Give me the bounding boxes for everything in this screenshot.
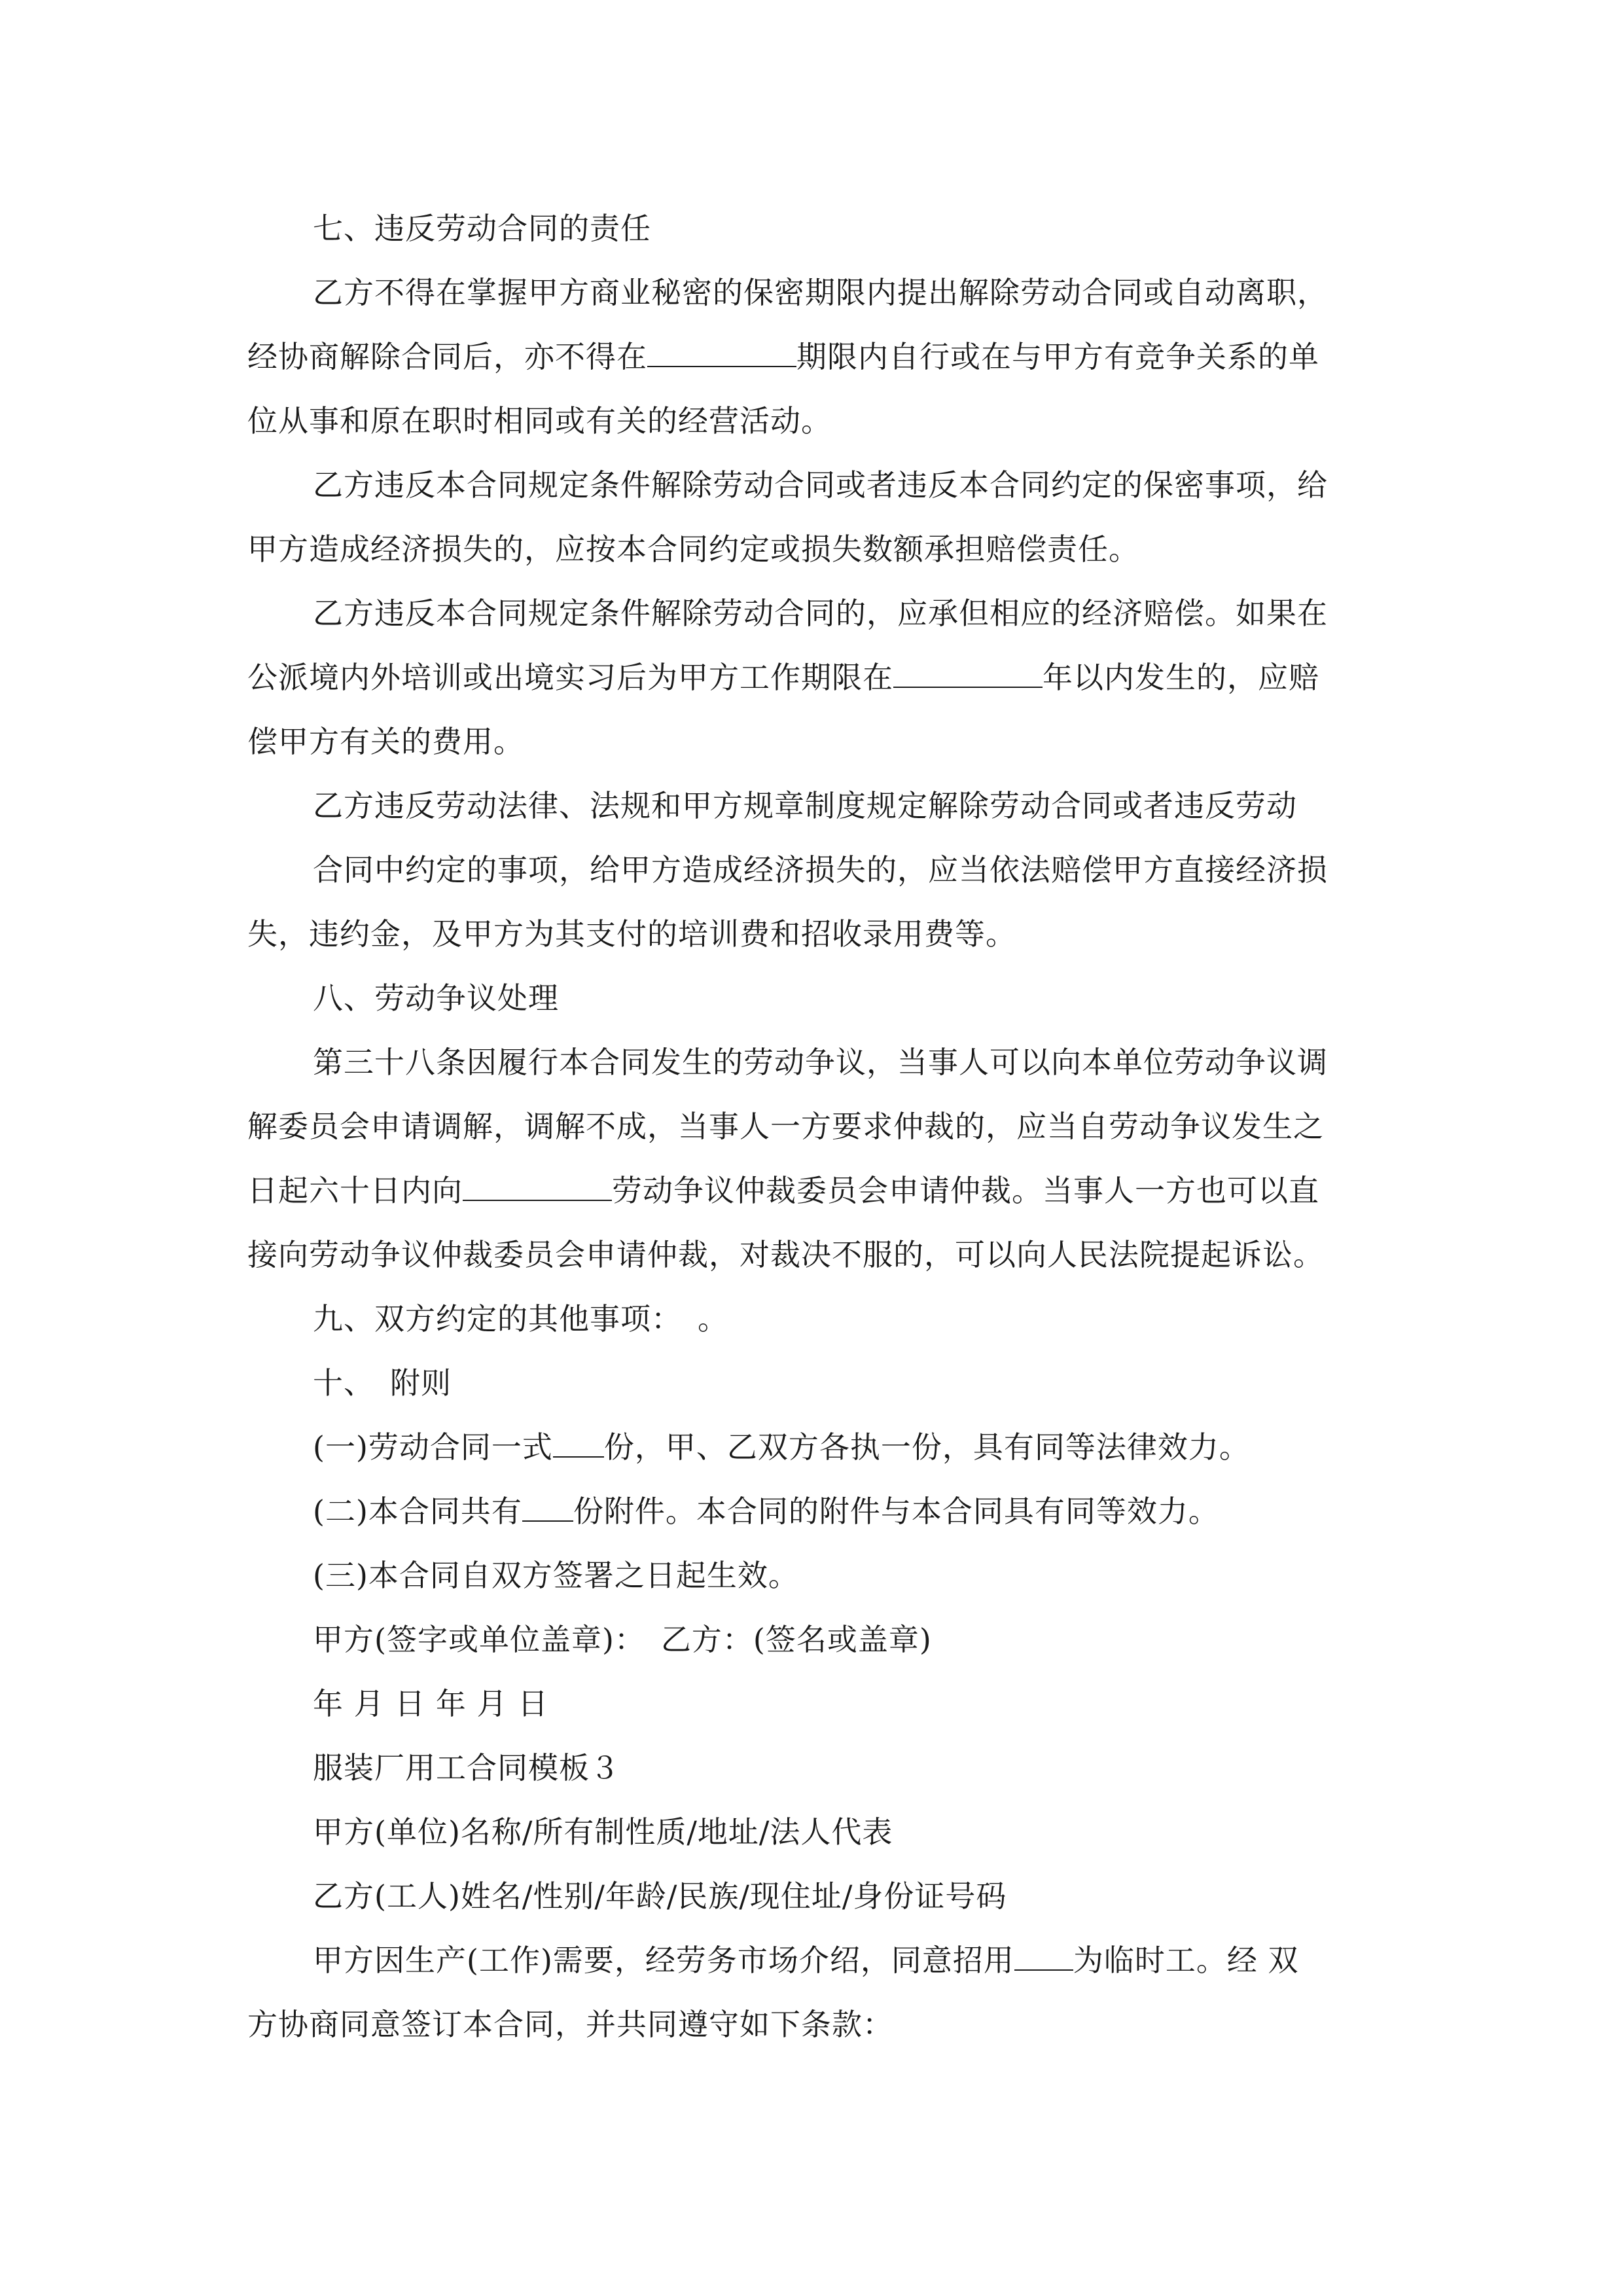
paragraph-line: 偿甲方有关的费用。 xyxy=(247,724,524,759)
list-item: (二)本合同共有 份附件。本合同的附件与本合同具有同等效力。 xyxy=(313,1494,1219,1529)
signature-line: 甲方(签字或单位盖章)： 乙方：(签名或盖章) xyxy=(313,1622,932,1657)
fill-in-blank xyxy=(647,340,796,367)
list-item: (三)本合同自双方签署之日起生效。 xyxy=(313,1558,799,1593)
party-b-line: 乙方(工人)姓名/性别/年龄/民族/现住址/身份证号码 xyxy=(313,1878,1007,1914)
paragraph-line: 乙方违反本合同规定条件解除劳动合同或者违反本合同约定的保密事项，给 xyxy=(313,467,1328,503)
template-title: 服装厂用工合同模板３ xyxy=(313,1750,620,1785)
paragraph-line: 合同中约定的事项，给甲方造成经济损失的，应当依法赔偿甲方直接经济损 xyxy=(313,852,1328,888)
section-7-heading: 七、违反劳动合同的责任 xyxy=(313,211,651,246)
paragraph-line: 第三十八条因履行本合同发生的劳动争议，当事人可以向本单位劳动争议调 xyxy=(313,1045,1328,1080)
paragraph-line: 公派境内外培训或出境实习后为甲方工作期限在 年以内发生的，应赔 xyxy=(247,660,1319,695)
paragraph-line: 乙方不得在掌握甲方商业秘密的保密期限内提出解除劳动合同或自动离职， xyxy=(313,275,1328,310)
section-9-heading: 九、双方约定的其他事项： 。 xyxy=(313,1301,728,1336)
fill-in-blank xyxy=(1014,1943,1073,1971)
document-page xyxy=(247,196,1389,2056)
fill-in-blank xyxy=(463,1174,612,1201)
paragraph-line: 解委员会申请调解，调解不成，当事人一方要求仲裁的，应当自劳动争议发生之 xyxy=(247,1109,1324,1144)
paragraph-line: 乙方违反劳动法律、法规和甲方规章制度规定解除劳动合同或者违反劳动 xyxy=(313,788,1297,823)
section-10-heading: 十、 附则 xyxy=(313,1365,452,1401)
paragraph-line: 甲方因生产(工作)需要，经劳务市场介绍，同意招用 为临时工。经 双 xyxy=(313,1943,1299,1978)
paragraph-line: 失，违约金，及甲方为其支付的培训费和招收录用费等。 xyxy=(247,916,1016,952)
party-a-line: 甲方(单位)名称/所有制性质/地址/法人代表 xyxy=(313,1814,893,1850)
date-line: 年 月 日 年 月 日 xyxy=(313,1686,549,1721)
paragraph-line: 接向劳动争议仲裁委员会申请仲裁，对裁决不服的，可以向人民法院提起诉讼。 xyxy=(247,1237,1324,1272)
paragraph-line: 甲方造成经济损失的，应按本合同约定或损失数额承担赔偿责任。 xyxy=(247,531,1139,567)
paragraph-line: 位从事和原在职时相同或有关的经营活动。 xyxy=(247,403,832,439)
fill-in-blank xyxy=(553,1430,604,1458)
paragraph-line: 日起六十日内向 劳动争议仲裁委员会申请仲裁。当事人一方也可以直 xyxy=(247,1173,1319,1208)
paragraph-line: 经协商解除合同后，亦不得在 期限内自行或在与甲方有竞争关系的单 xyxy=(247,339,1319,374)
paragraph-line: 乙方违反本合同规定条件解除劳动合同的，应承但相应的经济赔偿。如果在 xyxy=(313,596,1328,631)
paragraph-line: 方协商同意签订本合同，并共同遵守如下条款： xyxy=(247,2007,893,2042)
fill-in-blank xyxy=(893,660,1043,688)
section-8-heading: 八、劳动争议处理 xyxy=(313,980,559,1016)
list-item: (一)劳动合同一式 份，甲、乙双方各执一份，具有同等法律效力。 xyxy=(313,1429,1250,1465)
fill-in-blank xyxy=(522,1494,573,1522)
